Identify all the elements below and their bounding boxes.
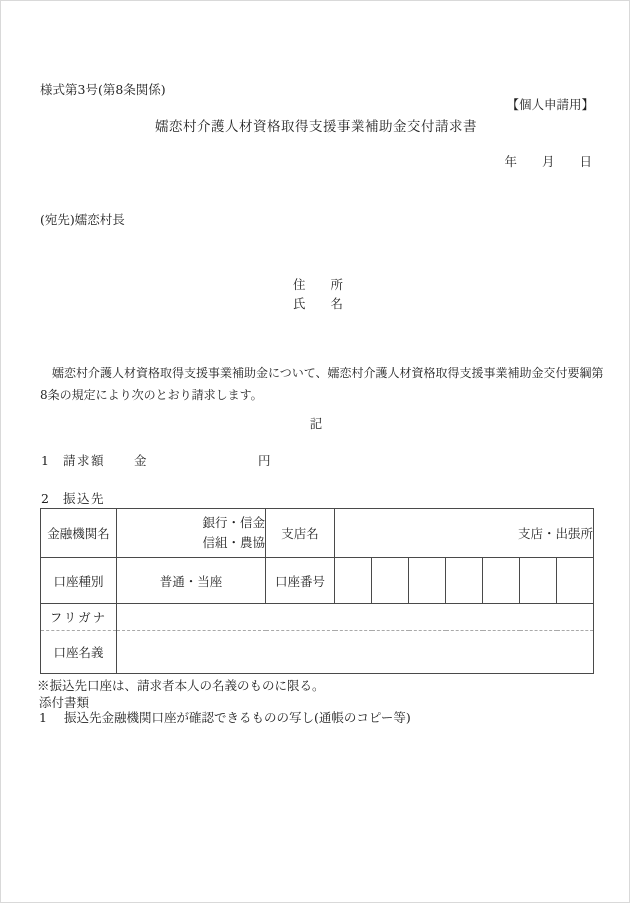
branch-label-cell: 支店名 — [266, 509, 335, 558]
request-paragraph: 嬬恋村介護人材資格取得支援事業補助金について、嬬恋村介護人材資格取得支援事業補助金交付要綱第8条の規定により次のとおり請求します。 — [40, 366, 604, 402]
document-title: 嬬恋村介護人材資格取得支援事業補助金交付請求書 — [155, 119, 477, 135]
claim-label: 請求額 — [63, 453, 106, 468]
holder-label-cell: 口座名義 — [41, 631, 117, 674]
addressee: (宛先)嬬恋村長 — [40, 212, 125, 227]
account-number-digit-cell[interactable] — [409, 558, 446, 604]
transfer-table — [40, 508, 594, 674]
attachments-title: 添付書類 — [39, 695, 90, 710]
branch-input-cell[interactable] — [335, 509, 594, 558]
attachment-item-number: 1 — [39, 710, 47, 725]
ownership-note: ※振込先口座は、請求者本人の名義のものに限る。 — [37, 678, 325, 693]
claim-item-number: 1 — [41, 453, 49, 468]
attachment-item-text: 振込先金融機関口座が確認できるものの写し(通帳のコピー等) — [64, 710, 411, 725]
amount-prefix: 金 — [134, 453, 147, 468]
account-number-digit-cell[interactable] — [372, 558, 409, 604]
record-marker: 記 — [309, 416, 323, 431]
date-line: 年 月 日 — [504, 154, 592, 169]
usage-tag: 【個人申請用】 — [506, 97, 594, 112]
account-number-digit-cell[interactable] — [483, 558, 520, 604]
amount-suffix: 円 — [258, 453, 271, 468]
name-label: 氏 名 — [293, 296, 344, 311]
institution-input-cell[interactable] — [117, 509, 266, 558]
form-number: 様式第3号(第8条関係) — [40, 82, 166, 97]
holder-input-cell[interactable] — [117, 631, 594, 674]
account-number-digit-cell[interactable] — [557, 558, 594, 604]
institution-option-line2: 信組・農協 — [202, 535, 265, 550]
account-type-label-cell: 口座種別 — [41, 558, 117, 604]
account-number-digit-cell[interactable] — [520, 558, 557, 604]
furigana-input-cell[interactable] — [117, 604, 594, 631]
account-number-digit-cell[interactable] — [335, 558, 372, 604]
amount-input-area[interactable] — [151, 453, 251, 469]
transfer-label: 振込先 — [63, 491, 106, 506]
transfer-item-number: 2 — [41, 491, 49, 506]
account-number-digit-cell[interactable] — [446, 558, 483, 604]
account-number-label-cell: 口座番号 — [266, 558, 335, 604]
account-type-options-cell[interactable]: 普通・当座 — [117, 558, 266, 604]
furigana-label-cell: フリガナ — [41, 604, 117, 631]
institution-label-cell: 金融機関名 — [41, 509, 117, 558]
address-label: 住 所 — [293, 277, 344, 292]
branch-suffix-label: 支店・出張所 — [517, 526, 593, 541]
institution-option-line1: 銀行・信金 — [202, 515, 265, 530]
